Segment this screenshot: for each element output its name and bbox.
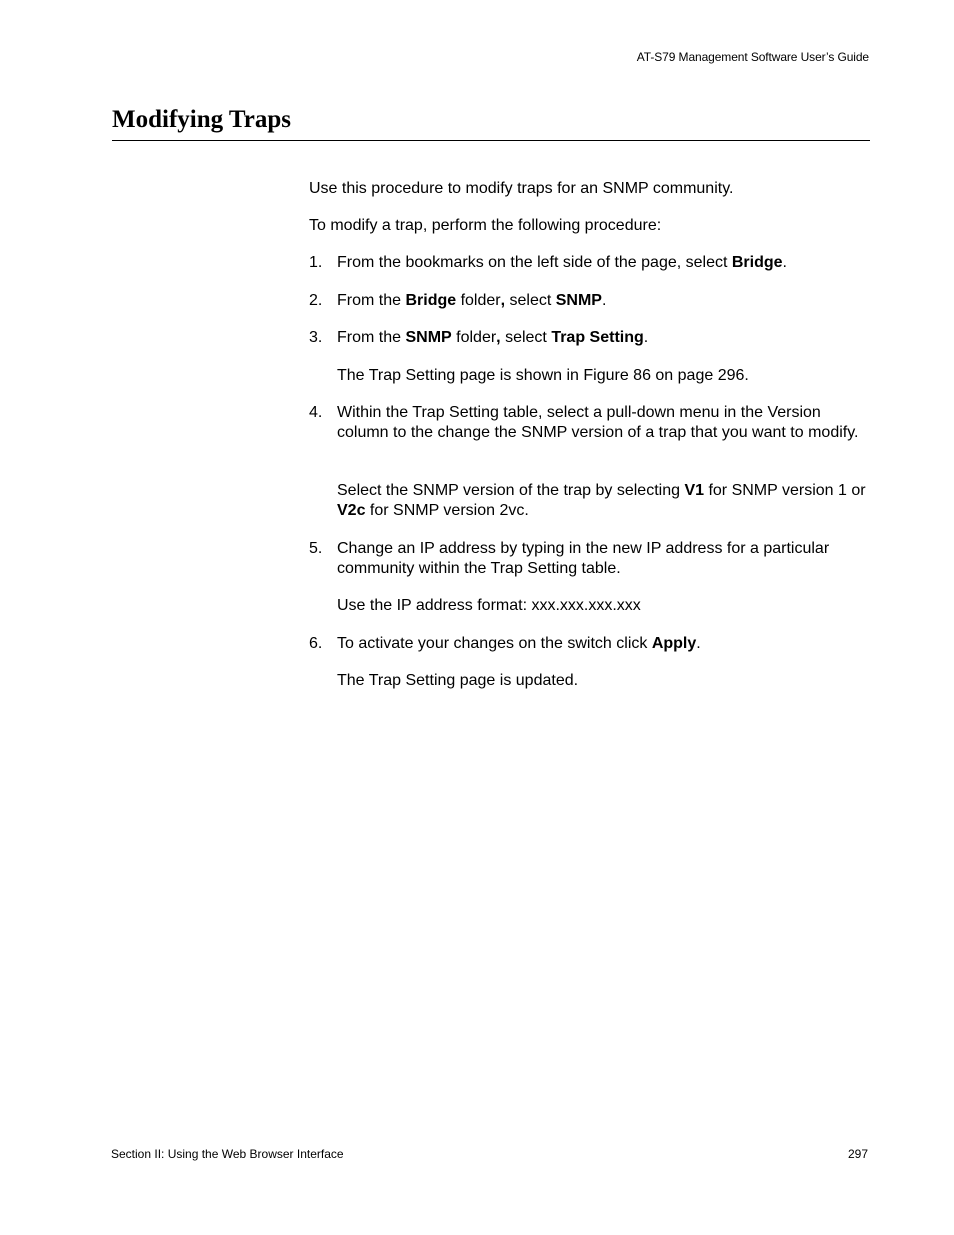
section-title: Modifying Traps (112, 106, 291, 133)
step-note: The Trap Setting page is shown in Figure 86 on page 296. (337, 367, 749, 384)
footer-section-label: Section II: Using the Web Browser Interface (111, 1147, 344, 1161)
step-number: 6. (309, 635, 323, 652)
step-number: 4. (309, 404, 323, 421)
step-text: From the SNMP folder, select Trap Setting. (337, 329, 649, 346)
step-text: Change an IP address by typing in the new IP address for a particular community within the Trap Setting table. (337, 540, 830, 577)
step-number: 3. (309, 329, 323, 346)
running-header: AT-S79 Management Software User’s Guide (636, 50, 869, 64)
step-text: Within the Trap Setting table, select a pull-down menu in the Version column to the change the SNMP version of a trap that you want to modify. (337, 404, 859, 441)
step-number: 5. (309, 540, 323, 557)
intro-paragraph: To modify a trap, perform the following procedure: (309, 217, 662, 234)
step-number: 1. (309, 254, 323, 271)
step-number: 2. (309, 292, 323, 309)
step-text: To activate your changes on the switch click Apply. (337, 635, 701, 652)
step-note: Use the IP address format: xxx.xxx.xxx.xxx (337, 597, 641, 614)
step-note: Select the SNMP version of the trap by selecting V1 for SNMP version 1 or V2c for SNMP version 2vc. (337, 482, 866, 519)
page-number: 297 (847, 1147, 868, 1161)
step-text: From the bookmarks on the left side of the page, select Bridge. (337, 254, 787, 271)
intro-paragraph: Use this procedure to modify traps for an SNMP community. (309, 180, 734, 197)
step-note: The Trap Setting page is updated. (337, 672, 579, 689)
heading-rule (112, 140, 870, 141)
step-text: From the Bridge folder, select SNMP. (337, 292, 607, 309)
